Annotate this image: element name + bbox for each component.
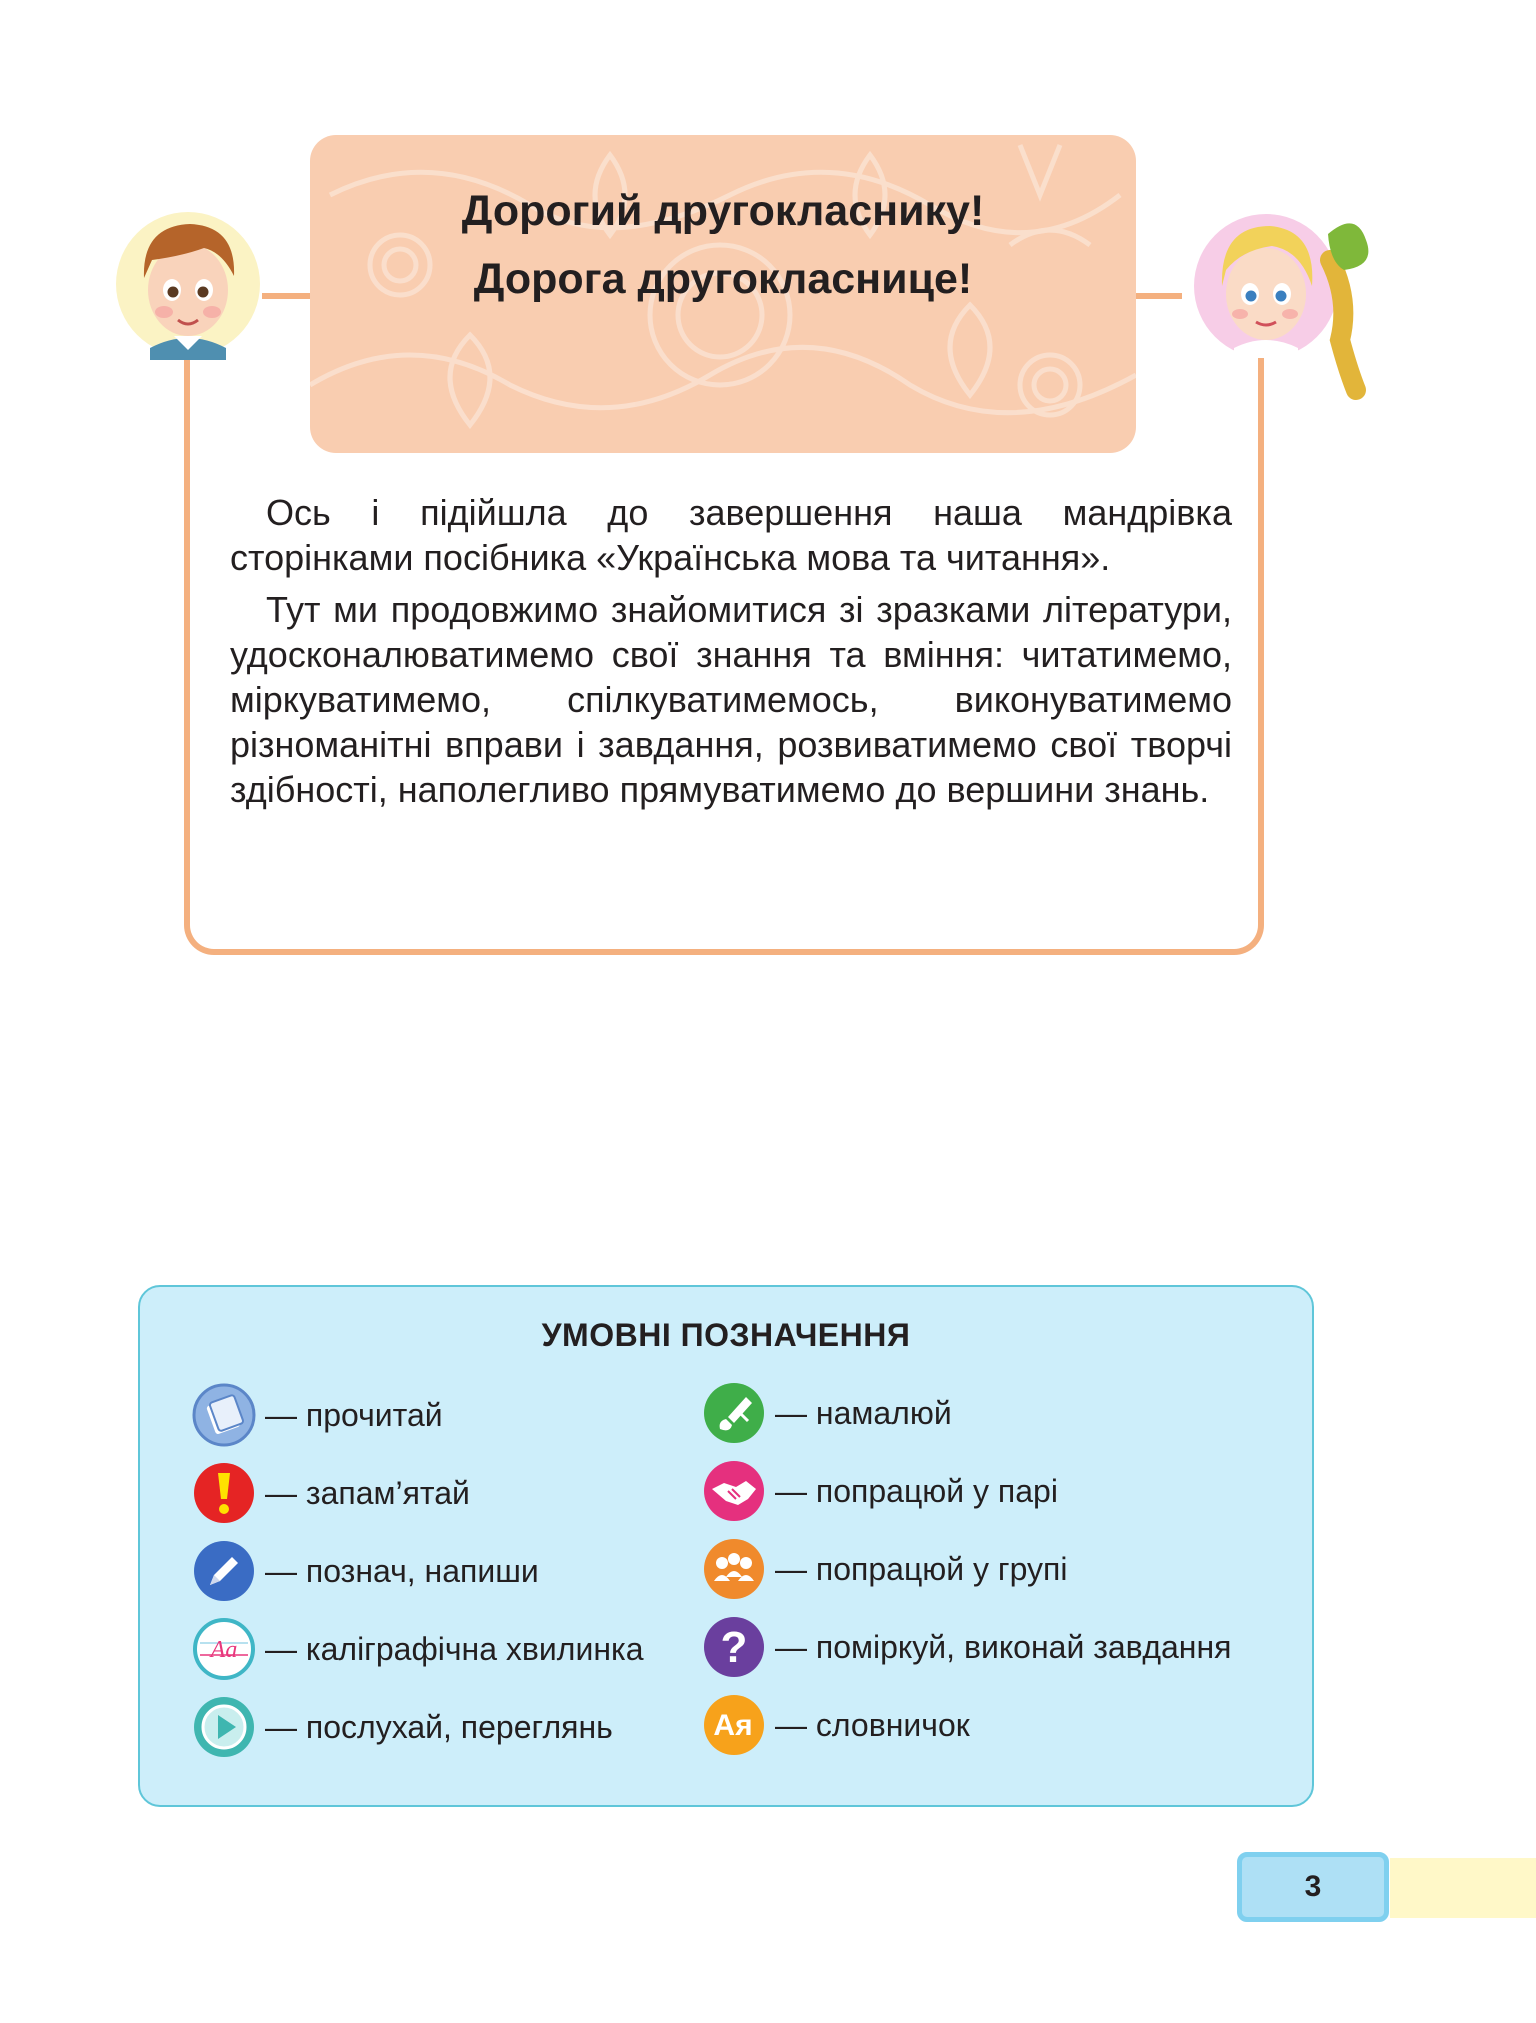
legend-label-pair: — попрацюй у парі <box>775 1472 1058 1509</box>
legend-label-group: — попрацюй у групі <box>775 1550 1068 1587</box>
question-glyph: ? <box>720 1623 748 1672</box>
dictionary-glyph: Ая <box>713 1709 753 1742</box>
calligraphy-icon <box>192 1617 256 1681</box>
legend-item-dictionary <box>702 1693 970 1757</box>
legend-label-listen: — послухай, переглянь <box>265 1708 613 1745</box>
legend-item-pair <box>702 1459 1058 1523</box>
greeting-line-boy: Дорогий другокласнику! <box>461 187 985 235</box>
frame-left-connector <box>262 293 314 299</box>
exclamation-icon <box>192 1461 256 1525</box>
legend-box <box>138 1285 1314 1807</box>
legend-title: УМОВНІ ПОЗНАЧЕННЯ <box>541 1317 911 1353</box>
question-icon <box>702 1615 766 1679</box>
legend-label-think: — поміркуй, виконай завдання <box>775 1628 1232 1665</box>
handshake-icon <box>702 1459 766 1523</box>
legend-label-calligraphy: — каліграфічна хвилинка <box>265 1630 644 1667</box>
intro-text <box>230 490 1232 812</box>
legend-label-dictionary: — словничок <box>775 1706 970 1743</box>
legend-item-read <box>192 1383 443 1447</box>
intro-paragraph-2: Тут ми продовжимо знайомитися зі зразками літератури, удосконалюватимемо свої знання та вміння: читатимемо, міркуватимемо, спілкуватимемось, виконуватимемо різноманітні вправи і завдання, розвиватимемо свої творчі здібності, наполегливо прямуватимемо до вершини знань. <box>230 589 1232 810</box>
pencil-icon <box>192 1539 256 1603</box>
play-icon <box>192 1695 256 1759</box>
legend-item-think <box>702 1615 1231 1679</box>
greeting-line-girl: Дорога другокласнице! <box>473 255 973 303</box>
book-icon <box>192 1383 256 1447</box>
intro-paragraph-1: Ось і підійшла до завершення наша мандрівка сторінками посібника «Українська мова та читання». <box>230 492 1232 578</box>
page-number: 3 <box>1237 1852 1389 1922</box>
legend-label-draw: — намалюй <box>775 1394 952 1431</box>
greeting-title-panel <box>310 135 1136 453</box>
group-icon <box>702 1537 766 1601</box>
legend-item-draw <box>702 1381 952 1445</box>
legend-label-read: — прочитай <box>265 1396 443 1433</box>
calligraphy-glyph: Aa <box>210 1637 238 1663</box>
page-number-strip <box>1390 1858 1536 1918</box>
legend-item-listen <box>192 1695 613 1759</box>
frame-right-connector <box>1134 293 1182 299</box>
dictionary-icon <box>702 1693 766 1757</box>
legend-item-calligraphy <box>192 1617 644 1681</box>
legend-label-remember: — запам’ятай <box>265 1474 470 1511</box>
brush-icon <box>702 1381 766 1445</box>
boy-avatar <box>112 208 264 360</box>
legend-item-write <box>192 1539 539 1603</box>
legend-label-write: — познач, напиши <box>265 1552 539 1589</box>
girl-avatar <box>1180 200 1395 400</box>
legend-item-remember <box>192 1461 470 1525</box>
legend-item-group <box>702 1537 1067 1601</box>
